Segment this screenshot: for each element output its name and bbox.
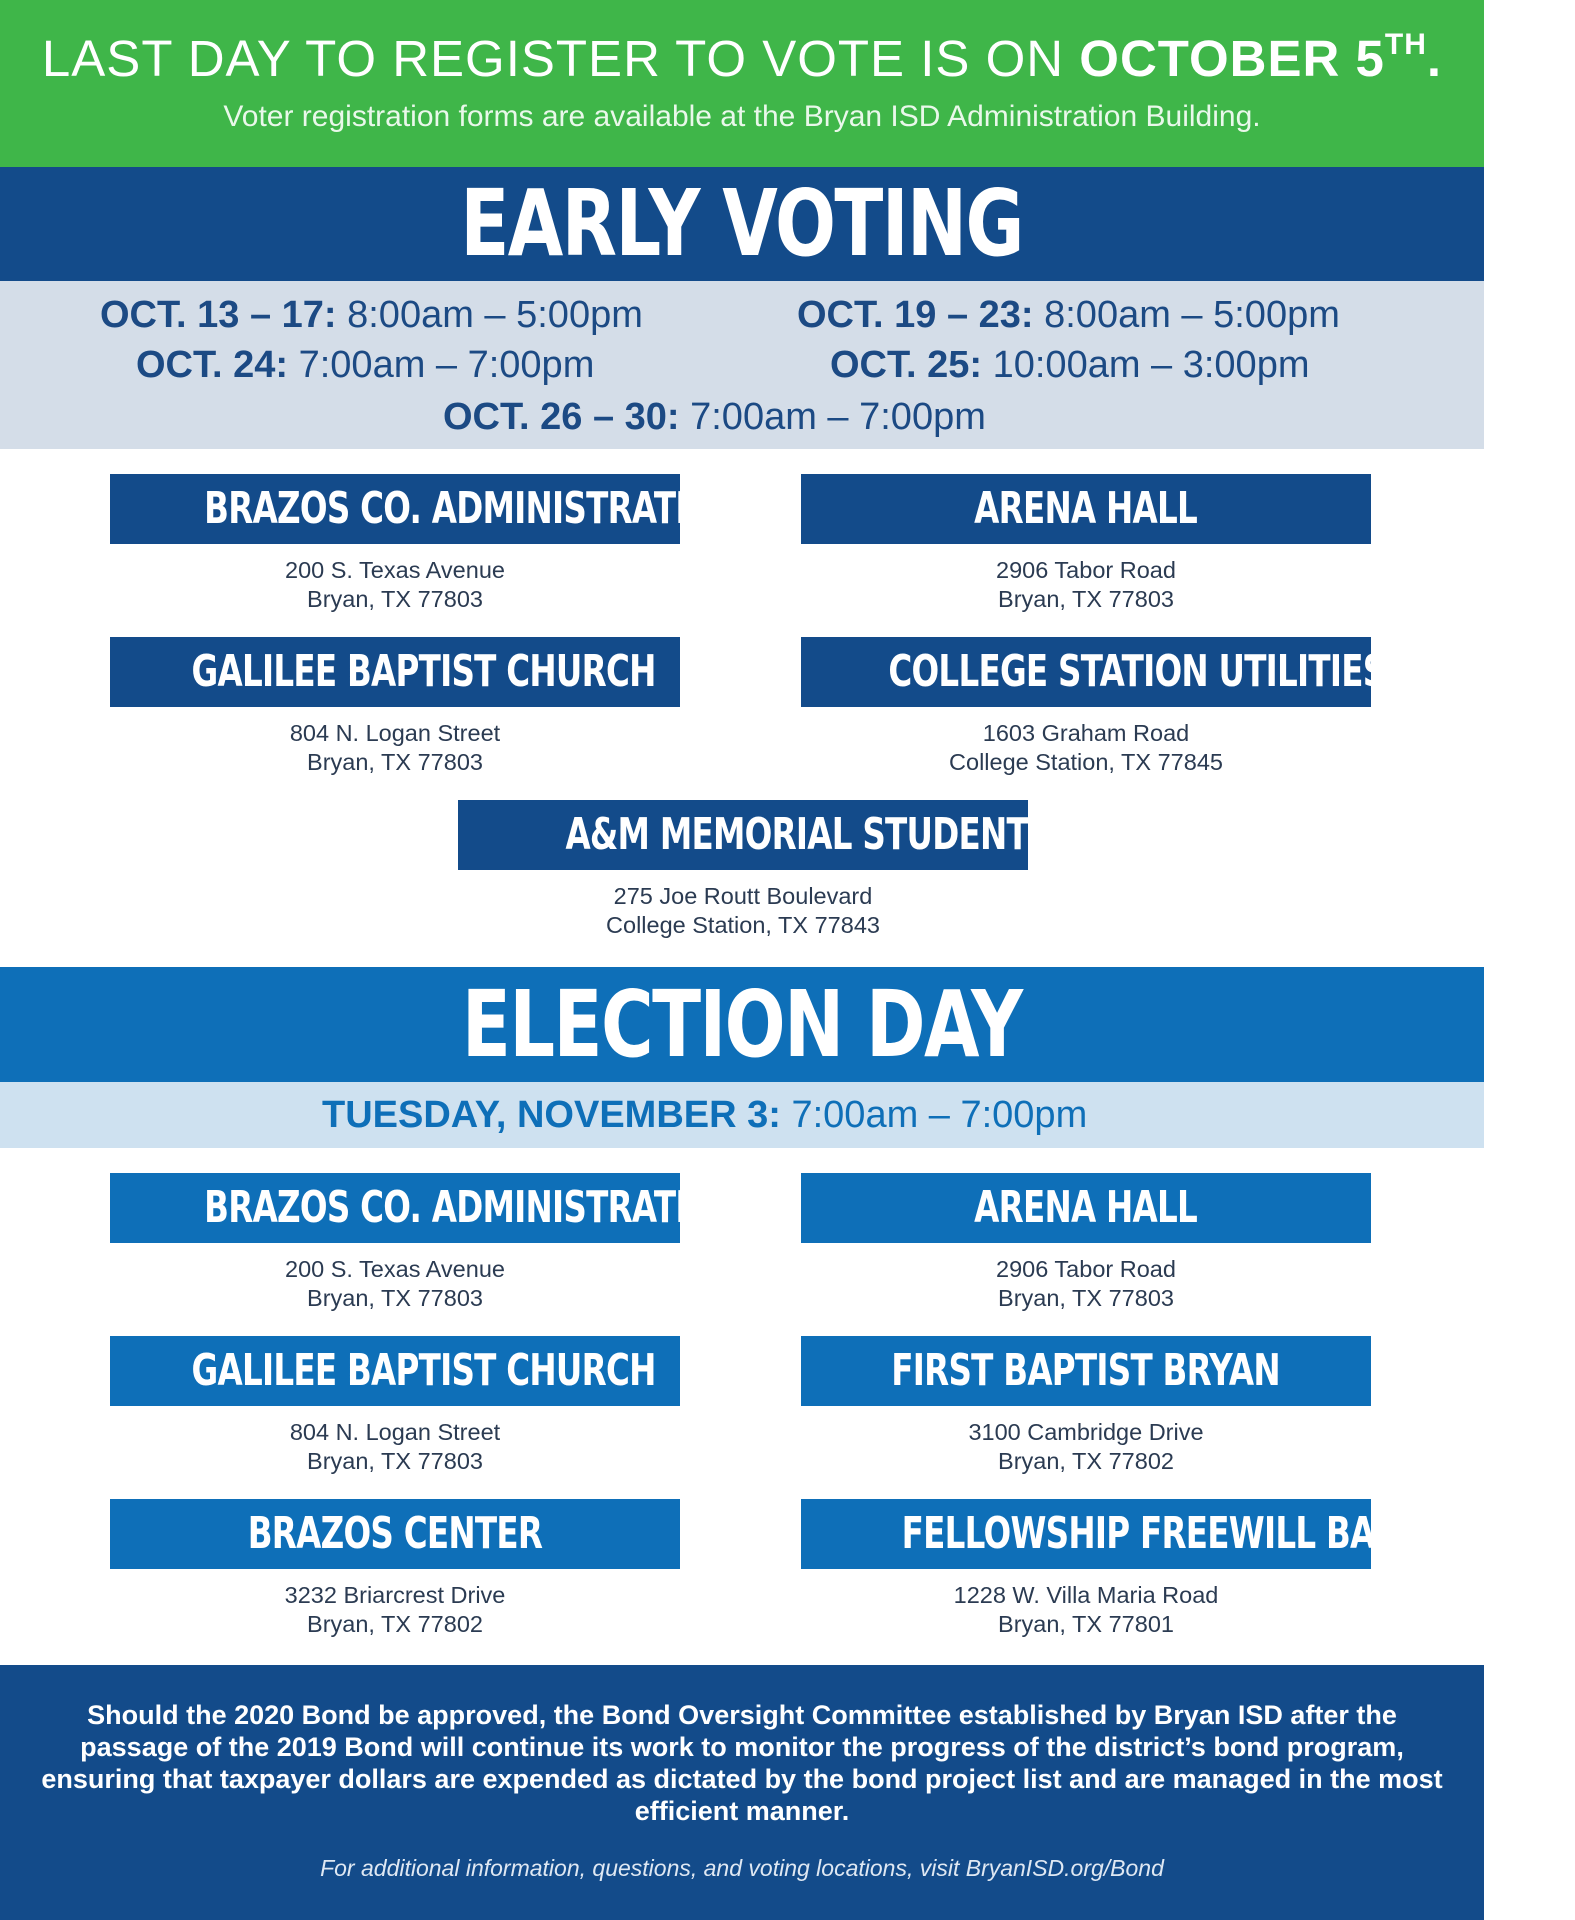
location-city: Bryan, TX 77802	[307, 1611, 483, 1637]
location-name-bar	[458, 800, 1178, 870]
schedule-date: OCT. 26 – 30:	[443, 396, 680, 438]
location-city: Bryan, TX 77802	[998, 1448, 1174, 1474]
schedule-row	[136, 343, 594, 387]
election-location-card	[110, 1173, 741, 1313]
deadline-period: .	[1426, 30, 1443, 87]
location-name: ARENA HALL	[974, 483, 1198, 534]
location-street: 804 N. Logan Street	[289, 720, 501, 746]
location-address	[458, 882, 1028, 940]
location-address	[110, 1255, 680, 1313]
location-city: Bryan, TX 77803	[307, 586, 483, 612]
early-location-card	[458, 800, 1178, 940]
location-street: 275 Joe Routt Boulevard	[613, 883, 873, 909]
location-city: Bryan, TX 77803	[998, 1285, 1174, 1311]
location-street: 3232 Briarcrest Drive	[284, 1582, 506, 1608]
location-address	[801, 1255, 1371, 1313]
bond-statement: Should the 2020 Bond be approved, the Bond Oversight Committee established by Bryan ISD after the passage of the 2019 Bond will continue its work to monitor the progress of the district’s bond program, ensuring that taxpayer dollars are expended as dictated by the bond project list and are managed in the most efficient manner.	[41, 1700, 1443, 1826]
location-street: 200 S. Texas Avenue	[285, 557, 505, 583]
early-location-card	[801, 637, 1386, 777]
location-address	[110, 556, 680, 614]
registration-subline: Voter registration forms are available at the Bryan ISD Administration Building.	[223, 100, 1261, 133]
schedule-date: OCT. 19 – 23:	[797, 294, 1034, 336]
location-city: College Station, TX 77845	[949, 749, 1223, 775]
location-street: 1228 W. Villa Maria Road	[953, 1582, 1219, 1608]
location-name: COLLEGE STATION UTILITIES	[888, 646, 1386, 697]
location-name-bar	[801, 474, 1371, 544]
early-location-card	[110, 637, 680, 777]
location-name-bar	[110, 1499, 680, 1569]
schedule-date: TUESDAY, NOVEMBER 3:	[322, 1094, 781, 1136]
election-location-card	[110, 1499, 680, 1639]
location-name-bar	[110, 1173, 741, 1243]
election-day-schedule	[0, 1082, 1484, 1148]
election-location-card	[801, 1499, 1475, 1639]
location-name: FELLOWSHIP FREEWILL BAPTIST	[901, 1508, 1475, 1559]
footer	[0, 1665, 1484, 1920]
location-city: Bryan, TX 77803	[998, 586, 1174, 612]
location-name: ARENA HALL	[974, 1182, 1198, 1233]
election-location-card	[110, 1336, 680, 1476]
location-city: Bryan, TX 77803	[307, 1285, 483, 1311]
election-location-card	[801, 1173, 1371, 1313]
location-address	[110, 1418, 680, 1476]
schedule-hours: 7:00am – 7:00pm	[288, 344, 595, 386]
location-name-bar	[110, 474, 741, 544]
election-day-heading	[0, 967, 1484, 1082]
registration-banner	[0, 0, 1484, 167]
location-name: BRAZOS CENTER	[247, 1508, 543, 1559]
early-voting-title: EARLY VOTING	[460, 170, 1024, 277]
location-name: BRAZOS CO. ADMINISTRATION	[204, 483, 741, 534]
schedule-hours: 7:00am – 7:00pm	[679, 396, 986, 438]
schedule-row	[797, 293, 1340, 337]
election-day-title: ELECTION DAY	[462, 971, 1022, 1078]
headline-prefix: LAST DAY TO REGISTER TO VOTE IS ON	[41, 30, 1080, 87]
location-city: Bryan, TX 77801	[998, 1611, 1174, 1637]
election-location-card	[801, 1336, 1371, 1476]
deadline-date: OCTOBER 5	[1079, 30, 1385, 87]
location-name: A&M MEMORIAL STUDENT CENTER	[565, 809, 1178, 860]
schedule-row	[830, 343, 1309, 387]
location-name: GALILEE BAPTIST CHURCH	[191, 646, 656, 697]
early-location-card	[801, 474, 1371, 614]
deadline-suffix: TH	[1384, 28, 1427, 61]
location-name: GALILEE BAPTIST CHURCH	[191, 1345, 656, 1396]
location-name-bar	[110, 637, 680, 707]
location-city: Bryan, TX 77803	[307, 1448, 483, 1474]
registration-headline	[0, 28, 1484, 88]
schedule-hours: 8:00am – 5:00pm	[336, 294, 643, 336]
location-street: 2906 Tabor Road	[996, 557, 1176, 583]
location-address	[801, 556, 1371, 614]
location-address	[801, 1418, 1371, 1476]
schedule-row	[100, 293, 643, 337]
location-address	[801, 719, 1371, 777]
early-location-card	[110, 474, 741, 614]
schedule-hours: 8:00am – 5:00pm	[1033, 294, 1340, 336]
early-voting-heading	[0, 167, 1484, 281]
location-street: 2906 Tabor Road	[996, 1256, 1176, 1282]
location-city: College Station, TX 77843	[606, 912, 880, 938]
early-voting-schedule	[0, 281, 1484, 449]
location-name-bar	[110, 1336, 680, 1406]
location-name-bar	[801, 1336, 1371, 1406]
info-note: For additional information, questions, and voting locations, visit BryanISD.org/Bond	[320, 1855, 1164, 1881]
location-city: Bryan, TX 77803	[307, 749, 483, 775]
schedule-row	[322, 1093, 1087, 1137]
registration-deadline	[1079, 30, 1442, 87]
location-address	[110, 1581, 680, 1639]
schedule-hours: 10:00am – 3:00pm	[982, 344, 1310, 386]
location-name-bar	[801, 1173, 1371, 1243]
location-address	[801, 1581, 1371, 1639]
location-name-bar	[801, 1499, 1475, 1569]
schedule-date: OCT. 13 – 17:	[100, 294, 337, 336]
location-address	[110, 719, 680, 777]
location-name: FIRST BAPTIST BRYAN	[891, 1345, 1281, 1396]
schedule-row	[443, 395, 986, 439]
location-street: 804 N. Logan Street	[289, 1419, 501, 1445]
schedule-hours: 7:00am – 7:00pm	[780, 1094, 1088, 1136]
location-street: 1603 Graham Road	[982, 720, 1190, 746]
schedule-date: OCT. 24:	[136, 344, 289, 386]
location-street: 200 S. Texas Avenue	[285, 1256, 505, 1282]
location-name-bar	[801, 637, 1386, 707]
schedule-date: OCT. 25:	[830, 344, 983, 386]
location-street: 3100 Cambridge Drive	[968, 1419, 1204, 1445]
location-name: BRAZOS CO. ADMINISTRATION	[204, 1182, 741, 1233]
